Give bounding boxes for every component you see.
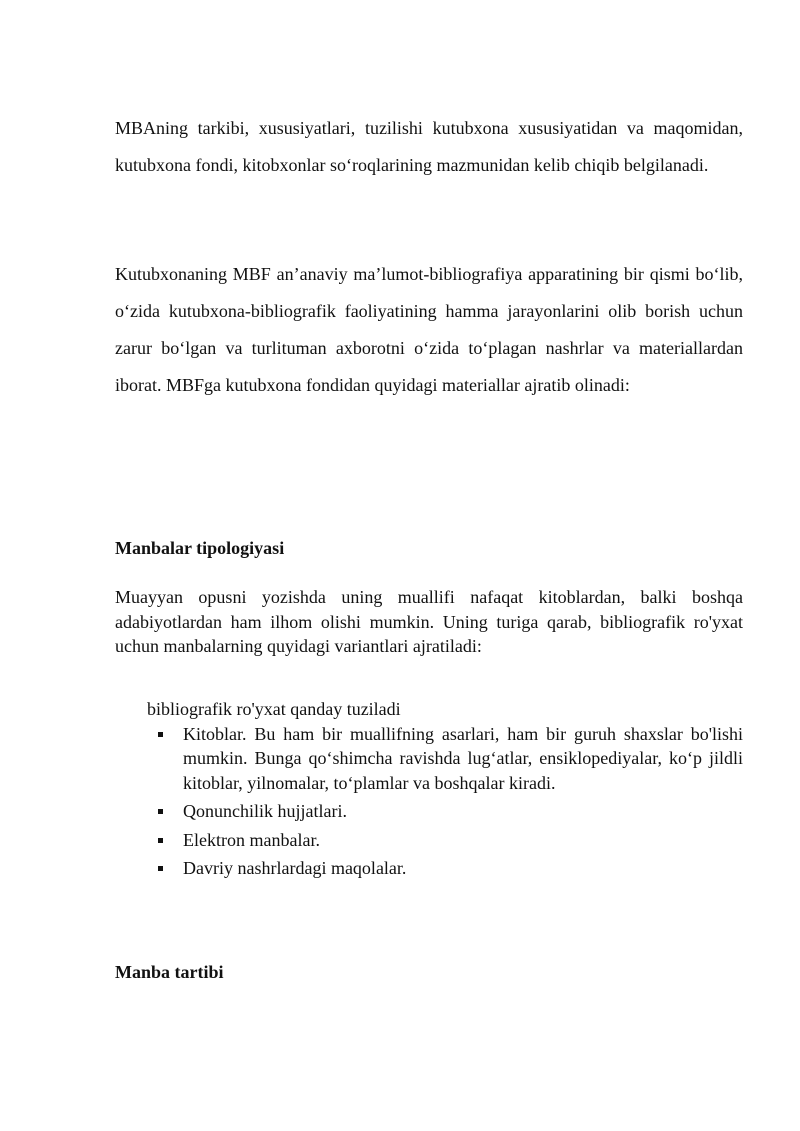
list-title: bibliografik ro'yxat qanday tuziladi — [147, 699, 401, 719]
list-item-text: Davriy nashrlardagi maqolalar. — [183, 858, 407, 878]
square-bullet-icon — [158, 866, 163, 871]
list-item — [147, 799, 743, 824]
list-item-text: Kitoblar. Bu ham bir muallifning asarlari, ham bir guruh shaxslar bo'lishi mumkin. Bunga qo‘shimcha ravishda lug‘atlar, ensiklopediyalar, ko‘p jildli kitoblar, yilnomalar, to‘plamlar va boshqalar kiradi. — [183, 723, 743, 793]
square-bullet-icon — [158, 809, 163, 814]
sources-typology-paragraph: Muayyan opusni yozishda uning muallifi nafaqat kitoblardan, balki boshqa adabiyotlardan ham ilhom olishi mumkin. Uning turiga qarab, bibliografik ro'yxat uchun manbalarning quyidagi variantlari ajratiladi: — [115, 587, 743, 656]
list-item — [147, 828, 743, 853]
list-item — [147, 856, 743, 881]
list-item-text: Elektron manbalar. — [183, 829, 320, 850]
intro-paragraph: MBAning tarkibi, xususiyatlari, tuzilishi kutubxona xususiyatidan va maqomidan, kutubxona fondi, kitobxonlar so‘roqlarining mazmunidan kelib chiqib belgilanadi. — [115, 118, 743, 175]
list-item-text: Qonunchilik hujjatlari. — [183, 801, 347, 821]
square-bullet-icon — [158, 732, 163, 737]
source-types-block — [147, 697, 743, 885]
source-types-list — [147, 722, 743, 881]
section-heading-source-order: Manba tartibi — [115, 962, 224, 982]
list-item — [147, 722, 743, 796]
mbf-description-paragraph: Kutubxonaning MBF an’anaviy ma’lumot-bibliografiya apparatining bir qismi bo‘lib, o‘zida kutubxona-bibliografik faoliyatining hamma jarayonlarini olib borish uchun zarur bo‘lgan va turlituman axborotni o‘zida to‘plagan nashrlar va materiallardan iborat. MBFga kutubxona fondidan quyidagi materiallar ajratib olinadi: — [115, 264, 743, 395]
square-bullet-icon — [158, 838, 163, 843]
section-heading-sources-typology: Manbalar tipologiyasi — [115, 538, 285, 558]
